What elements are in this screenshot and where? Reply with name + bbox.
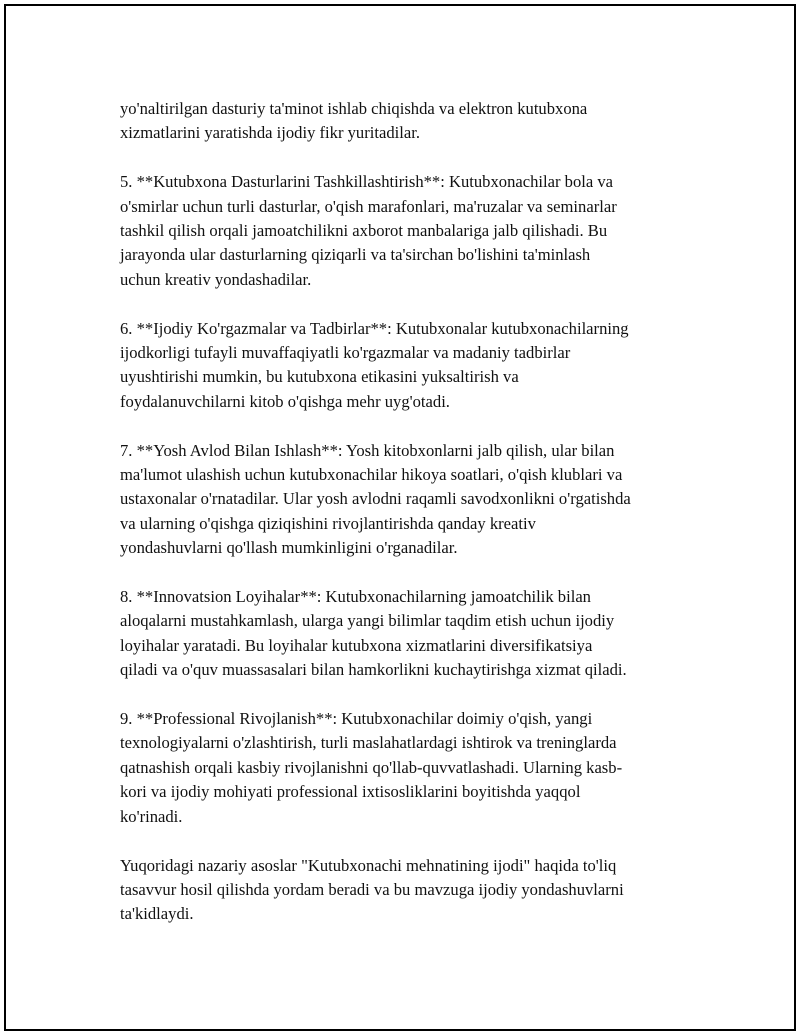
paragraph-item-8 <box>120 585 706 683</box>
text-line: yo'naltirilgan dasturiy ta'minot ishlab chiqishda va elektron kutubxona <box>120 99 588 118</box>
paragraph-item-5 <box>120 170 706 292</box>
text-line: tashkil qilish orqali jamoatchilikni axborot manbalariga jalb qilishadi. Bu <box>120 221 608 241</box>
text-line: 5. **Kutubxona Dasturlarini Tashkillashtirish**: Kutubxonachilar bola va <box>120 172 614 192</box>
text-line: tasavvur hosil qilishda yordam beradi va bu mavzuga ijodiy yondashuvlarni <box>120 879 624 899</box>
text-line: uyushtirishi mumkin, bu kutubxona etikasini yuksaltirish va <box>120 367 519 387</box>
text-line: yondashuvlarni qo'llash mumkinligini o'rganadilar. <box>120 538 458 558</box>
text-line: ko'rinadi. <box>120 806 183 826</box>
text-line: 7. **Yosh Avlod Bilan Ishlash**: Yosh kitobxonlarni jalb qilish, ular bilan <box>120 440 615 460</box>
text-line: texnologiyalarni o'zlashtirish, turli maslahatlardagi ishtirok va treninglarda <box>120 733 617 753</box>
text-line: uchun kreativ yondashadilar. <box>120 269 312 289</box>
document-body <box>120 97 706 951</box>
text-line: ijodkorligi tufayli muvaffaqiyatli ko'rgazmalar va madaniy tadbirlar <box>120 343 571 363</box>
text-line: o'smirlar uchun turli dasturlar, o'qish marafonlari, ma'ruzalar va seminarlar <box>120 196 617 216</box>
text-line: ma'lumot ulashish uchun kutubxonachilar hikoya soatlari, o'qish klublari va <box>120 465 623 485</box>
text-line: jarayonda ular dasturlarning qiziqarli va ta'sirchan bo'lishini ta'minlash <box>120 245 591 265</box>
text-line: foydalanuvchilarni kitob o'qishga mehr uyg'otadi. <box>120 391 450 411</box>
text-line: va ularning o'qishga qiziqishini rivojlantirishda qanday kreativ <box>120 513 536 533</box>
text-line: qiladi va o'quv muassasalari bilan hamkorlikni kuchaytirishga xizmat qiladi. <box>120 660 627 680</box>
text-line: loyihalar yaratadi. Bu loyihalar kutubxona xizmatlarini diversifikatsiya <box>120 635 593 655</box>
paragraph-item-6 <box>120 317 706 415</box>
text-line: 6. **Ijodiy Ko'rgazmalar va Tadbirlar**: Kutubxonalar kutubxonachilarning <box>120 318 629 338</box>
paragraph-item-9 <box>120 707 706 829</box>
text-line: 8. **Innovatsion Loyihalar**: Kutubxonachilarning jamoatchilik bilan <box>120 587 591 607</box>
paragraph-conclusion <box>120 854 706 927</box>
text-line: aloqalarni mustahkamlash, ularga yangi bilimlar taqdim etish uchun ijodiy <box>120 611 615 631</box>
text-line: Yuqoridagi nazariy asoslar "Kutubxonachi mehnatining ijodi" haqida to'liq <box>120 855 617 875</box>
paragraph-item-7 <box>120 439 706 561</box>
document-page <box>4 4 796 1031</box>
text-line: xizmatlarini yaratishda ijodiy fikr yuritadilar. <box>120 123 420 143</box>
text-line: ustaxonalar o'rnatadilar. Ular yosh avlodni raqamli savodxonlikni o'rgatishda <box>120 489 631 509</box>
text-line: ta'kidlaydi. <box>120 904 194 924</box>
text-line: qatnashish orqali kasbiy rivojlanishni qo'llab-quvvatlashadi. Ularning kasb- <box>120 757 623 777</box>
text-line: kori va ijodiy mohiyati professional ixtisosliklarini boyitishda yaqqol <box>120 782 581 802</box>
text-line: 9. **Professional Rivojlanish**: Kutubxonachilar doimiy o'qish, yangi <box>120 709 593 729</box>
paragraph-intro-continuation <box>120 97 706 146</box>
